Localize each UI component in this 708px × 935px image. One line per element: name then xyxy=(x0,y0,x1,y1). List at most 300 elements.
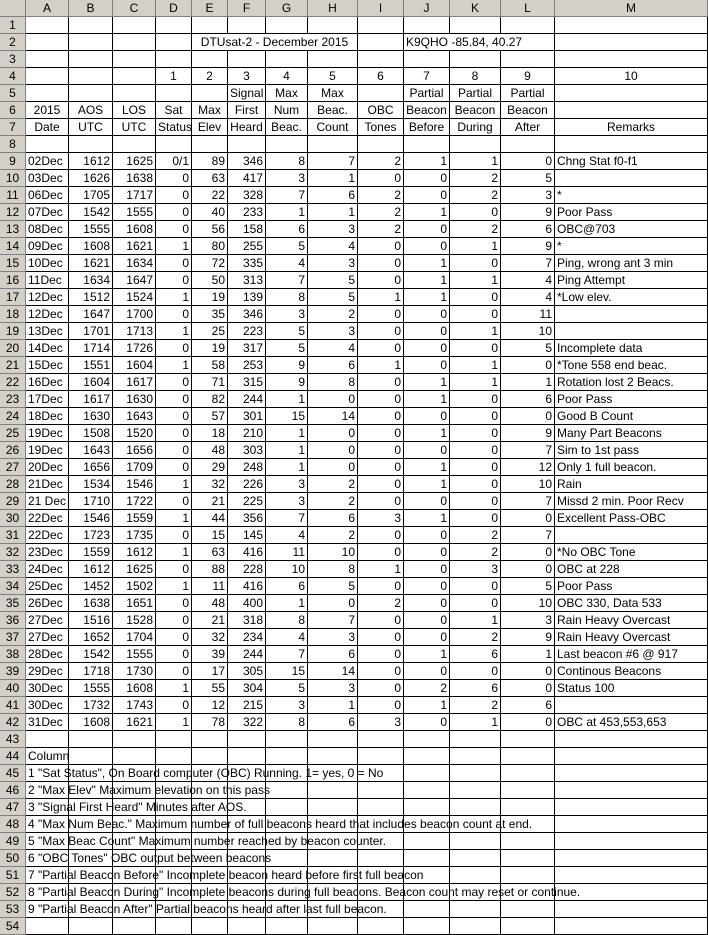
data-cell[interactable]: 1626 xyxy=(69,170,113,187)
remarks-cell[interactable]: Sim to 1st pass xyxy=(555,442,708,459)
data-cell[interactable]: 03Dec xyxy=(26,170,69,187)
data-cell[interactable]: 1643 xyxy=(113,408,156,425)
data-cell[interactable]: 1730 xyxy=(113,663,156,680)
data-cell[interactable]: 0 xyxy=(501,408,555,425)
data-cell[interactable]: 27Dec xyxy=(26,629,69,646)
data-cell[interactable]: 0 xyxy=(308,391,358,408)
data-cell[interactable]: 0 xyxy=(358,459,404,476)
sheet-cell[interactable] xyxy=(113,51,156,68)
data-cell[interactable]: 0 xyxy=(358,493,404,510)
data-cell[interactable]: 1643 xyxy=(69,442,113,459)
sheet-cell[interactable] xyxy=(26,918,69,935)
remarks-cell[interactable]: Ping Attempt xyxy=(555,272,708,289)
data-cell[interactable]: 0 xyxy=(450,425,501,442)
data-cell[interactable]: 29 xyxy=(192,459,228,476)
data-cell[interactable]: 315 xyxy=(228,374,266,391)
data-cell[interactable]: 2 xyxy=(450,221,501,238)
data-cell[interactable]: 305 xyxy=(228,663,266,680)
sheet-cell[interactable] xyxy=(266,748,308,765)
header-cell[interactable]: UTC xyxy=(113,119,156,136)
data-cell[interactable]: 7 xyxy=(501,442,555,459)
data-cell[interactable]: 9 xyxy=(501,204,555,221)
sheet-cell[interactable] xyxy=(358,51,404,68)
data-cell[interactable]: 9 xyxy=(501,425,555,442)
data-cell[interactable]: 1 xyxy=(156,544,192,561)
data-cell[interactable]: 24Dec xyxy=(26,561,69,578)
data-cell[interactable]: 30Dec xyxy=(26,680,69,697)
data-cell[interactable]: 0 xyxy=(156,629,192,646)
data-cell[interactable]: 1 xyxy=(404,153,450,170)
sheet-cell[interactable] xyxy=(555,136,708,153)
sheet-cell[interactable] xyxy=(113,748,156,765)
data-cell[interactable]: 3 xyxy=(358,510,404,527)
remarks-cell[interactable]: Many Part Beacons xyxy=(555,425,708,442)
remarks-cell[interactable]: Poor Pass xyxy=(555,578,708,595)
data-cell[interactable]: 328 xyxy=(228,187,266,204)
sheet-cell[interactable] xyxy=(450,748,501,765)
data-cell[interactable]: 1723 xyxy=(69,527,113,544)
data-cell[interactable]: 0 xyxy=(156,442,192,459)
select-all-corner[interactable] xyxy=(0,0,26,17)
data-cell[interactable]: 0 xyxy=(358,340,404,357)
data-cell[interactable]: 0 xyxy=(308,442,358,459)
header-cell[interactable]: Remarks xyxy=(555,119,708,136)
header-cell[interactable]: Beac. xyxy=(266,119,308,136)
header-cell[interactable]: Count xyxy=(308,119,358,136)
column-number-9[interactable]: 9 xyxy=(501,68,555,85)
data-cell[interactable]: 2 xyxy=(308,476,358,493)
column-header-d[interactable]: D xyxy=(156,0,192,17)
data-cell[interactable]: 1542 xyxy=(69,646,113,663)
sheet-cell[interactable] xyxy=(450,918,501,935)
data-cell[interactable]: 346 xyxy=(228,153,266,170)
sheet-cell[interactable] xyxy=(26,68,69,85)
data-cell[interactable]: 55 xyxy=(192,680,228,697)
data-cell[interactable]: 317 xyxy=(228,340,266,357)
data-cell[interactable]: 0 xyxy=(450,255,501,272)
data-cell[interactable]: 0 xyxy=(308,595,358,612)
sheet-cell[interactable] xyxy=(228,918,266,935)
sheet-cell[interactable] xyxy=(358,748,404,765)
header-cell[interactable]: Partial xyxy=(450,85,501,102)
remarks-cell[interactable]: Continous Beacons xyxy=(555,663,708,680)
data-cell[interactable]: 1546 xyxy=(113,476,156,493)
data-cell[interactable]: 1656 xyxy=(113,442,156,459)
data-cell[interactable]: 244 xyxy=(228,391,266,408)
data-cell[interactable]: 1743 xyxy=(113,697,156,714)
data-cell[interactable]: 417 xyxy=(228,170,266,187)
data-cell[interactable]: 1559 xyxy=(69,544,113,561)
data-cell[interactable]: 0 xyxy=(450,510,501,527)
sheet-cell[interactable] xyxy=(555,697,708,714)
data-cell[interactable]: 2 xyxy=(450,187,501,204)
data-cell[interactable]: 1710 xyxy=(69,493,113,510)
remarks-cell[interactable]: Missd 2 min. Poor Recv xyxy=(555,493,708,510)
data-cell[interactable]: 0 xyxy=(358,170,404,187)
sheet-cell[interactable] xyxy=(404,17,450,34)
sheet-cell[interactable] xyxy=(501,17,555,34)
data-cell[interactable]: 0 xyxy=(358,306,404,323)
data-cell[interactable]: 1508 xyxy=(69,425,113,442)
data-cell[interactable]: 0 xyxy=(156,697,192,714)
data-cell[interactable]: 0 xyxy=(358,544,404,561)
column-header-f[interactable]: F xyxy=(228,0,266,17)
data-cell[interactable]: 0 xyxy=(404,187,450,204)
data-cell[interactable]: 25 xyxy=(192,323,228,340)
sheet-cell[interactable] xyxy=(555,17,708,34)
remarks-cell[interactable]: Rotation lost 2 Beacs. xyxy=(555,374,708,391)
data-cell[interactable]: 1516 xyxy=(69,612,113,629)
data-cell[interactable]: 14 xyxy=(308,663,358,680)
data-cell[interactable]: 1717 xyxy=(113,187,156,204)
data-cell[interactable]: 1608 xyxy=(113,221,156,238)
data-cell[interactable]: 215 xyxy=(228,697,266,714)
data-cell[interactable]: 3 xyxy=(308,323,358,340)
data-cell[interactable]: 1524 xyxy=(113,289,156,306)
row-header-54[interactable]: 54 xyxy=(0,918,26,935)
data-cell[interactable]: 82 xyxy=(192,391,228,408)
header-cell[interactable]: Signal xyxy=(228,85,266,102)
sheet-cell[interactable] xyxy=(501,136,555,153)
data-cell[interactable]: 10 xyxy=(501,595,555,612)
data-cell[interactable]: 1 xyxy=(404,425,450,442)
remarks-cell[interactable]: Only 1 full beacon. xyxy=(555,459,708,476)
data-cell[interactable]: 1617 xyxy=(69,391,113,408)
remarks-cell[interactable]: OBC at 453,553,653 xyxy=(555,714,708,731)
data-cell[interactable]: 8 xyxy=(266,289,308,306)
data-cell[interactable]: 1 xyxy=(450,612,501,629)
row-header-22[interactable]: 22 xyxy=(0,374,26,391)
row-header-3[interactable]: 3 xyxy=(0,51,26,68)
data-cell[interactable]: 3 xyxy=(501,187,555,204)
row-header-36[interactable]: 36 xyxy=(0,612,26,629)
sheet-cell[interactable] xyxy=(113,918,156,935)
data-cell[interactable]: 1 xyxy=(156,578,192,595)
data-cell[interactable]: 0 xyxy=(358,425,404,442)
data-cell[interactable]: 2 xyxy=(404,680,450,697)
data-cell[interactable]: 6 xyxy=(308,510,358,527)
data-cell[interactable]: 19Dec xyxy=(26,425,69,442)
data-cell[interactable]: 0 xyxy=(358,527,404,544)
sheet-cell[interactable] xyxy=(555,102,708,119)
sheet-cell[interactable] xyxy=(192,17,228,34)
data-cell[interactable]: 0 xyxy=(358,697,404,714)
sheet-cell[interactable] xyxy=(26,51,69,68)
data-cell[interactable]: 1 xyxy=(450,714,501,731)
sheet-cell[interactable] xyxy=(26,34,69,51)
data-cell[interactable]: 0 xyxy=(501,153,555,170)
sheet-title[interactable]: DTUsat-2 - December 2015 xyxy=(192,34,358,51)
row-header-9[interactable]: 9 xyxy=(0,153,26,170)
data-cell[interactable]: 0 xyxy=(404,527,450,544)
data-cell[interactable]: 1546 xyxy=(69,510,113,527)
data-cell[interactable]: 1 xyxy=(450,272,501,289)
remarks-cell[interactable]: *Low elev. xyxy=(555,289,708,306)
data-cell[interactable]: 304 xyxy=(228,680,266,697)
data-cell[interactable]: 1555 xyxy=(69,221,113,238)
data-cell[interactable]: 11 xyxy=(501,306,555,323)
data-cell[interactable]: 44 xyxy=(192,510,228,527)
data-cell[interactable]: 2 xyxy=(450,629,501,646)
data-cell[interactable]: 6 xyxy=(266,578,308,595)
data-cell[interactable]: 15 xyxy=(266,408,308,425)
data-cell[interactable]: 1 xyxy=(404,510,450,527)
data-cell[interactable]: 0 xyxy=(450,391,501,408)
sheet-cell[interactable] xyxy=(501,731,555,748)
data-cell[interactable]: 1722 xyxy=(113,493,156,510)
sheet-cell[interactable] xyxy=(555,867,708,884)
data-cell[interactable]: 71 xyxy=(192,374,228,391)
header-cell[interactable]: After xyxy=(501,119,555,136)
data-cell[interactable]: 2 xyxy=(358,187,404,204)
data-cell[interactable]: 0 xyxy=(156,663,192,680)
row-header-17[interactable]: 17 xyxy=(0,289,26,306)
data-cell[interactable]: 14 xyxy=(308,408,358,425)
data-cell[interactable]: 244 xyxy=(228,646,266,663)
data-cell[interactable]: 5 xyxy=(308,272,358,289)
data-cell[interactable]: 19Dec xyxy=(26,442,69,459)
data-cell[interactable]: 5 xyxy=(266,238,308,255)
sheet-cell[interactable] xyxy=(358,136,404,153)
data-cell[interactable]: 9 xyxy=(501,238,555,255)
column-header-l[interactable]: L xyxy=(501,0,555,17)
data-cell[interactable]: 0 xyxy=(450,578,501,595)
sheet-cell[interactable] xyxy=(555,34,708,51)
data-cell[interactable]: 0 xyxy=(358,476,404,493)
row-header-23[interactable]: 23 xyxy=(0,391,26,408)
row-header-35[interactable]: 35 xyxy=(0,595,26,612)
data-cell[interactable]: 4 xyxy=(266,527,308,544)
data-cell[interactable]: 3 xyxy=(501,612,555,629)
data-cell[interactable]: 27Dec xyxy=(26,612,69,629)
data-cell[interactable]: 89 xyxy=(192,153,228,170)
data-cell[interactable]: 3 xyxy=(266,170,308,187)
data-cell[interactable]: 0 xyxy=(404,663,450,680)
data-cell[interactable]: 1555 xyxy=(113,204,156,221)
row-header-18[interactable]: 18 xyxy=(0,306,26,323)
data-cell[interactable]: 1 xyxy=(450,238,501,255)
row-header-6[interactable]: 6 xyxy=(0,102,26,119)
data-cell[interactable]: 21 xyxy=(192,493,228,510)
column-number-1[interactable]: 1 xyxy=(156,68,192,85)
column-header-k[interactable]: K xyxy=(450,0,501,17)
data-cell[interactable]: 1608 xyxy=(69,714,113,731)
data-cell[interactable]: 15Dec xyxy=(26,357,69,374)
legend-line[interactable]: 1 "Sat Status", On Board computer (OBC) Running. 1= yes, 0 = No xyxy=(26,765,555,782)
remarks-cell[interactable]: * xyxy=(555,187,708,204)
remarks-cell[interactable]: OBC at 228 xyxy=(555,561,708,578)
data-cell[interactable]: 7 xyxy=(501,527,555,544)
header-cell[interactable]: Max xyxy=(266,85,308,102)
sheet-cell[interactable] xyxy=(192,85,228,102)
data-cell[interactable]: 210 xyxy=(228,425,266,442)
data-cell[interactable]: 0 xyxy=(404,340,450,357)
sheet-cell[interactable] xyxy=(555,731,708,748)
row-header-20[interactable]: 20 xyxy=(0,340,26,357)
data-cell[interactable]: 0 xyxy=(404,357,450,374)
sheet-cell[interactable] xyxy=(555,170,708,187)
data-cell[interactable]: 32 xyxy=(192,629,228,646)
sheet-cell[interactable] xyxy=(228,731,266,748)
data-cell[interactable]: 1502 xyxy=(113,578,156,595)
data-cell[interactable]: 9 xyxy=(266,374,308,391)
sheet-cell[interactable] xyxy=(308,748,358,765)
data-cell[interactable]: 1 xyxy=(308,204,358,221)
remarks-cell[interactable]: Good B Count xyxy=(555,408,708,425)
data-cell[interactable]: 416 xyxy=(228,578,266,595)
data-cell[interactable]: 400 xyxy=(228,595,266,612)
data-cell[interactable]: 48 xyxy=(192,442,228,459)
header-cell[interactable]: Beacon xyxy=(501,102,555,119)
remarks-cell[interactable]: Rain Heavy Overcast xyxy=(555,612,708,629)
data-cell[interactable]: 0 xyxy=(404,306,450,323)
sheet-cell[interactable] xyxy=(555,765,708,782)
data-cell[interactable]: 0 xyxy=(450,476,501,493)
data-cell[interactable]: 6 xyxy=(308,187,358,204)
data-cell[interactable]: 17Dec xyxy=(26,391,69,408)
data-cell[interactable]: 1656 xyxy=(69,459,113,476)
data-cell[interactable]: 18 xyxy=(192,425,228,442)
sheet-cell[interactable] xyxy=(555,306,708,323)
sheet-cell[interactable] xyxy=(555,799,708,816)
row-header-30[interactable]: 30 xyxy=(0,510,26,527)
data-cell[interactable]: 12 xyxy=(501,459,555,476)
sheet-cell[interactable] xyxy=(113,17,156,34)
data-cell[interactable]: 0 xyxy=(156,527,192,544)
data-cell[interactable]: 3 xyxy=(266,476,308,493)
data-cell[interactable]: 3 xyxy=(266,306,308,323)
data-cell[interactable]: 1 xyxy=(404,204,450,221)
data-cell[interactable]: 1608 xyxy=(113,680,156,697)
sheet-cell[interactable] xyxy=(404,731,450,748)
data-cell[interactable]: 7 xyxy=(308,153,358,170)
data-cell[interactable]: 301 xyxy=(228,408,266,425)
data-cell[interactable]: 313 xyxy=(228,272,266,289)
data-cell[interactable]: 1 xyxy=(308,697,358,714)
data-cell[interactable]: 1 xyxy=(156,323,192,340)
row-header-12[interactable]: 12 xyxy=(0,204,26,221)
sheet-cell[interactable] xyxy=(26,136,69,153)
row-header-48[interactable]: 48 xyxy=(0,816,26,833)
data-cell[interactable]: 3 xyxy=(450,561,501,578)
data-cell[interactable]: 3 xyxy=(308,221,358,238)
data-cell[interactable]: 1625 xyxy=(113,153,156,170)
data-cell[interactable]: 1 xyxy=(156,680,192,697)
data-cell[interactable]: 0 xyxy=(358,680,404,697)
sheet-cell[interactable] xyxy=(308,731,358,748)
data-cell[interactable]: 1604 xyxy=(69,374,113,391)
data-cell[interactable]: 39 xyxy=(192,646,228,663)
row-header-33[interactable]: 33 xyxy=(0,561,26,578)
data-cell[interactable]: 1 xyxy=(156,357,192,374)
remarks-cell[interactable]: *Tone 558 end beac. xyxy=(555,357,708,374)
column-number-5[interactable]: 5 xyxy=(308,68,358,85)
sheet-cell[interactable] xyxy=(404,51,450,68)
data-cell[interactable]: 0 xyxy=(404,595,450,612)
data-cell[interactable]: 8 xyxy=(308,374,358,391)
data-cell[interactable]: 1528 xyxy=(113,612,156,629)
data-cell[interactable]: 1452 xyxy=(69,578,113,595)
data-cell[interactable]: 1 xyxy=(266,442,308,459)
data-cell[interactable]: 3 xyxy=(266,493,308,510)
data-cell[interactable]: 226 xyxy=(228,476,266,493)
data-cell[interactable]: 0 xyxy=(156,459,192,476)
data-cell[interactable]: 0 xyxy=(404,442,450,459)
data-cell[interactable]: 1 xyxy=(266,425,308,442)
data-cell[interactable]: 1 xyxy=(358,561,404,578)
sheet-cell[interactable] xyxy=(450,136,501,153)
header-cell[interactable]: OBC xyxy=(358,102,404,119)
remarks-cell[interactable]: Last beacon #6 @ 917 xyxy=(555,646,708,663)
data-cell[interactable]: 0 xyxy=(404,323,450,340)
remarks-cell[interactable]: OBC@703 xyxy=(555,221,708,238)
column-header-m[interactable]: M xyxy=(555,0,708,17)
remarks-cell[interactable]: Poor Pass xyxy=(555,204,708,221)
sheet-cell[interactable] xyxy=(555,901,708,918)
data-cell[interactable]: 4 xyxy=(501,289,555,306)
data-cell[interactable]: 4 xyxy=(266,629,308,646)
data-cell[interactable]: 12Dec xyxy=(26,289,69,306)
column-number-7[interactable]: 7 xyxy=(404,68,450,85)
data-cell[interactable]: 0 xyxy=(156,272,192,289)
row-header-47[interactable]: 47 xyxy=(0,799,26,816)
legend-line[interactable]: 9 "Partial Beacon After" Partial beacons heard after last full beacon. xyxy=(26,901,555,918)
data-cell[interactable]: 0 xyxy=(450,663,501,680)
data-cell[interactable]: 31Dec xyxy=(26,714,69,731)
data-cell[interactable]: 0 xyxy=(450,289,501,306)
header-cell[interactable]: Beac. xyxy=(308,102,358,119)
data-cell[interactable]: 0 xyxy=(404,544,450,561)
sheet-cell[interactable] xyxy=(266,136,308,153)
data-cell[interactable]: 12Dec xyxy=(26,306,69,323)
data-cell[interactable]: 0 xyxy=(450,306,501,323)
data-cell[interactable]: 1 xyxy=(404,459,450,476)
sheet-cell[interactable] xyxy=(555,850,708,867)
data-cell[interactable]: 5 xyxy=(266,323,308,340)
row-header-10[interactable]: 10 xyxy=(0,170,26,187)
data-cell[interactable]: 0 xyxy=(404,578,450,595)
data-cell[interactable]: 1634 xyxy=(113,255,156,272)
data-cell[interactable]: 1735 xyxy=(113,527,156,544)
sheet-cell[interactable] xyxy=(308,136,358,153)
row-header-44[interactable]: 44 xyxy=(0,748,26,765)
data-cell[interactable]: 1 xyxy=(266,391,308,408)
sheet-cell[interactable] xyxy=(555,918,708,935)
row-header-15[interactable]: 15 xyxy=(0,255,26,272)
data-cell[interactable]: 1 xyxy=(404,697,450,714)
data-cell[interactable]: 1 xyxy=(266,595,308,612)
data-cell[interactable]: 145 xyxy=(228,527,266,544)
row-header-8[interactable]: 8 xyxy=(0,136,26,153)
sheet-cell[interactable] xyxy=(192,748,228,765)
legend-line[interactable]: 6 "OBC Tones" OBC output between beacons xyxy=(26,850,555,867)
sheet-cell[interactable] xyxy=(228,748,266,765)
data-cell[interactable]: 1617 xyxy=(113,374,156,391)
data-cell[interactable]: 2 xyxy=(308,306,358,323)
sheet-cell[interactable] xyxy=(156,748,192,765)
sheet-cell[interactable] xyxy=(69,34,113,51)
remarks-cell[interactable]: * xyxy=(555,238,708,255)
data-cell[interactable]: 1621 xyxy=(113,238,156,255)
data-cell[interactable]: 22Dec xyxy=(26,510,69,527)
data-cell[interactable]: 0 xyxy=(156,170,192,187)
data-cell[interactable]: 58 xyxy=(192,357,228,374)
data-cell[interactable]: 1652 xyxy=(69,629,113,646)
column-header-g[interactable]: G xyxy=(266,0,308,17)
data-cell[interactable]: 12 xyxy=(192,697,228,714)
sheet-cell[interactable] xyxy=(69,731,113,748)
data-cell[interactable]: 1 xyxy=(450,357,501,374)
